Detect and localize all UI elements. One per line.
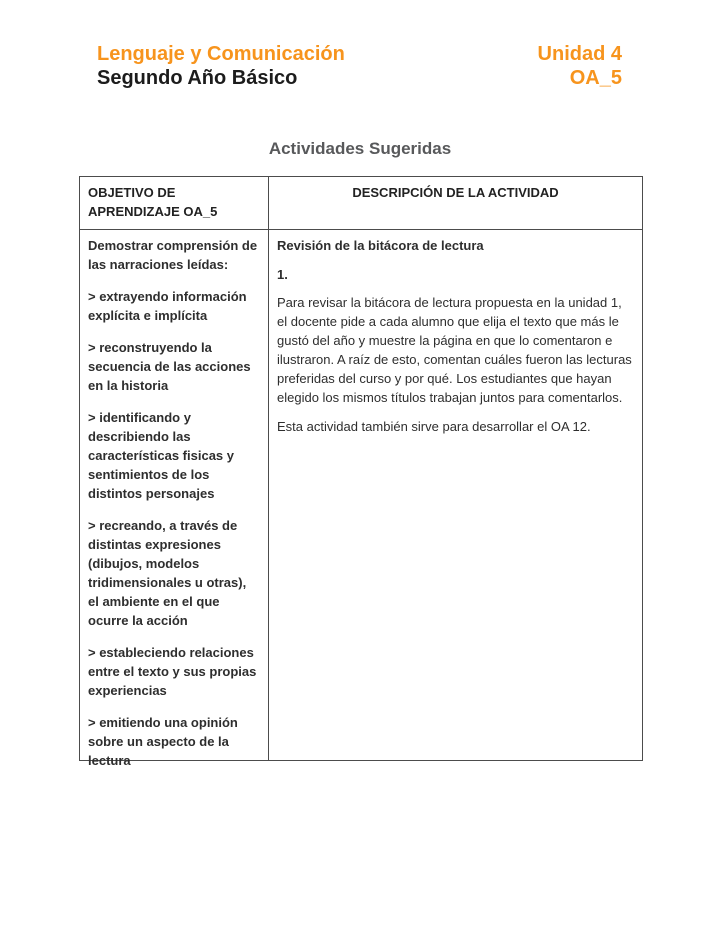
activity-cell <box>269 230 642 760</box>
activity-paragraph: Esta actividad también sirve para desarrollar el OA 12. <box>277 419 591 434</box>
unit-label: Unidad 4 <box>537 43 622 65</box>
activity-number: 1. <box>277 267 288 282</box>
objective-column-header: OBJETIVO DE APRENDIZAJE OA_5 <box>80 177 269 229</box>
page-title: Actividades Sugeridas <box>268 139 452 158</box>
activity-paragraph: Para revisar la bitácora de lectura propuesta en la unidad 1, el docente pide a cada alumno que elija el texto que más le gustó del año y muestre la página en que lo comentaron e ilustraron. A raíz de esto, comentan cuáles fueron las lecturas preferidas del curso y por qué. Los estudiantes que hayan elegido los mismos títulos trabajan juntos para comentarlos. <box>277 295 632 405</box>
objective-cell <box>80 230 269 768</box>
table-body-row <box>80 230 642 768</box>
activity-title: Revisión de la bitácora de lectura <box>277 238 484 253</box>
objective-intro: Demostrar comprensión de las narraciones leídas: <box>88 238 258 272</box>
subject-title: Lenguaje y Comunicación <box>97 43 345 65</box>
header-left-block <box>97 42 345 90</box>
objective-bullet: > estableciendo relaciones entre el texto y sus propias experiencias <box>88 645 257 698</box>
oa-code-label: OA_5 <box>569 67 622 89</box>
objective-bullet: > emitiendo una opinión sobre un aspecto de la lectura <box>88 715 238 768</box>
objective-bullet: > extrayendo información explícita e implícita <box>88 289 247 323</box>
activity-column-header: DESCRIPCIÓN DE LA ACTIVIDAD <box>352 185 559 200</box>
document-header <box>97 42 622 90</box>
header-right-block <box>538 42 622 90</box>
table-header-row <box>80 177 642 230</box>
grade-title: Segundo Año Básico <box>97 67 298 89</box>
objective-bullet: > identificando y describiendo las características fisicas y sentimientos de los distintos personajes <box>88 410 234 501</box>
objective-bullet: > reconstruyendo la secuencia de las acciones en la historia <box>88 340 251 393</box>
activity-table <box>79 176 643 768</box>
objective-bullet: > recreando, a través de distintas expresiones (dibujos, modelos tridimensionales u otras), el ambiente en el que ocurre la acción <box>88 518 247 628</box>
